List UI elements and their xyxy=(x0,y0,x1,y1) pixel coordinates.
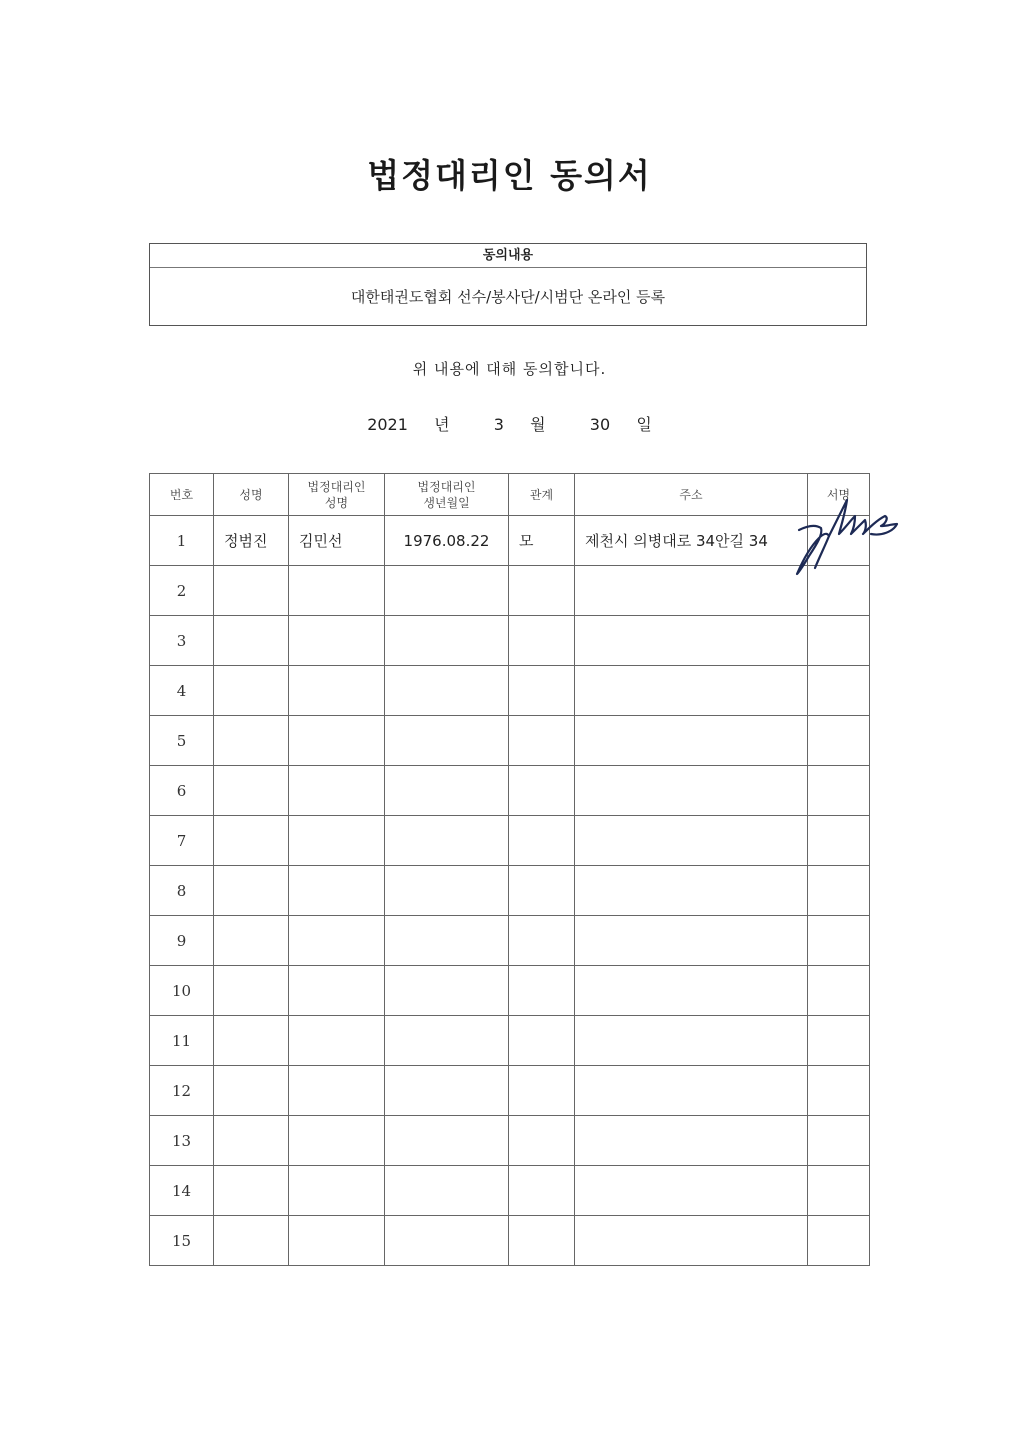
cell-no: 11 xyxy=(150,1016,214,1066)
cell-relation xyxy=(509,716,575,766)
cell-birth: 1976.08.22 xyxy=(385,516,509,566)
cell-address xyxy=(575,1166,808,1216)
table-row xyxy=(150,566,870,616)
cell-name xyxy=(214,766,289,816)
table-row xyxy=(150,666,870,716)
date-day: 30 xyxy=(589,415,611,434)
cell-relation xyxy=(509,816,575,866)
cell-name xyxy=(214,1216,289,1266)
cell-name xyxy=(214,666,289,716)
cell-signature xyxy=(808,616,870,666)
cell-address xyxy=(575,566,808,616)
header-address: 주소 xyxy=(575,474,808,516)
table-row xyxy=(150,716,870,766)
cell-signature xyxy=(808,816,870,866)
cell-no: 2 xyxy=(150,566,214,616)
cell-relation xyxy=(509,1116,575,1166)
cell-birth xyxy=(385,916,509,966)
cell-relation xyxy=(509,1016,575,1066)
table-row xyxy=(150,1066,870,1116)
cell-no: 10 xyxy=(150,966,214,1016)
cell-address xyxy=(575,1066,808,1116)
document-title: 법정대리인 동의서 xyxy=(367,156,652,195)
cell-no: 4 xyxy=(150,666,214,716)
guardian-table xyxy=(149,473,870,1266)
cell-name xyxy=(214,1016,289,1066)
cell-signature xyxy=(808,1166,870,1216)
cell-guardian xyxy=(289,1166,385,1216)
cell-birth xyxy=(385,616,509,666)
date-month-unit: 월 xyxy=(530,415,546,434)
cell-birth xyxy=(385,766,509,816)
header-guardian-name xyxy=(289,474,385,516)
header-guardian-birth-line2: 생년월일 xyxy=(423,495,470,510)
cell-birth xyxy=(385,566,509,616)
cell-guardian xyxy=(289,716,385,766)
header-relation: 관계 xyxy=(509,474,575,516)
table-row xyxy=(150,516,870,566)
cell-guardian xyxy=(289,1216,385,1266)
header-signature: 서명 xyxy=(808,474,870,516)
header-guardian-name-line1: 법정대리인 xyxy=(307,479,366,494)
table-body xyxy=(150,516,870,1266)
cell-signature xyxy=(808,766,870,816)
cell-name xyxy=(214,1116,289,1166)
cell-name xyxy=(214,1166,289,1216)
cell-guardian xyxy=(289,1016,385,1066)
cell-no: 9 xyxy=(150,916,214,966)
cell-birth xyxy=(385,866,509,916)
cell-relation xyxy=(509,566,575,616)
table-row xyxy=(150,616,870,666)
cell-guardian xyxy=(289,766,385,816)
date-year: 2021 xyxy=(367,415,408,434)
cell-address xyxy=(575,1116,808,1166)
cell-signature xyxy=(808,1016,870,1066)
cell-no: 1 xyxy=(150,516,214,566)
cell-relation xyxy=(509,1066,575,1116)
cell-guardian xyxy=(289,866,385,916)
cell-name xyxy=(214,716,289,766)
cell-relation xyxy=(509,1166,575,1216)
cell-guardian xyxy=(289,566,385,616)
cell-no: 14 xyxy=(150,1166,214,1216)
cell-address xyxy=(575,716,808,766)
cell-signature xyxy=(808,1116,870,1166)
cell-relation xyxy=(509,1216,575,1266)
cell-signature xyxy=(808,916,870,966)
table-row xyxy=(150,1116,870,1166)
agree-statement: 위 내용에 대해 동의합니다. xyxy=(412,360,607,378)
cell-no: 13 xyxy=(150,1116,214,1166)
cell-birth xyxy=(385,816,509,866)
header-guardian-birth xyxy=(385,474,509,516)
cell-no: 3 xyxy=(150,616,214,666)
table-row xyxy=(150,816,870,866)
cell-address xyxy=(575,1016,808,1066)
cell-name xyxy=(214,616,289,666)
cell-relation xyxy=(509,966,575,1016)
cell-birth xyxy=(385,1116,509,1166)
date-line xyxy=(0,412,1019,435)
date-day-unit: 일 xyxy=(636,415,652,434)
cell-guardian xyxy=(289,916,385,966)
cell-name xyxy=(214,1066,289,1116)
handwritten-signature xyxy=(793,494,903,579)
cell-address xyxy=(575,766,808,816)
table-row xyxy=(150,766,870,816)
cell-signature xyxy=(808,1216,870,1266)
date-month: 3 xyxy=(493,415,504,434)
cell-name: 정범진 xyxy=(214,516,289,566)
cell-relation xyxy=(509,666,575,716)
date-year-unit: 년 xyxy=(434,415,450,434)
cell-no: 15 xyxy=(150,1216,214,1266)
cell-birth xyxy=(385,1066,509,1116)
table-row xyxy=(150,1216,870,1266)
table-row xyxy=(150,866,870,916)
cell-birth xyxy=(385,966,509,1016)
consent-content: 대한태권도협회 선수/봉사단/시범단 온라인 등록 xyxy=(350,288,666,306)
cell-address xyxy=(575,816,808,866)
cell-birth xyxy=(385,666,509,716)
cell-guardian xyxy=(289,1066,385,1116)
header-guardian-name-line2: 성명 xyxy=(324,495,349,510)
cell-guardian xyxy=(289,616,385,666)
cell-relation xyxy=(509,866,575,916)
cell-address: 제천시 의병대로 34안길 34 xyxy=(575,516,808,566)
cell-guardian xyxy=(289,1116,385,1166)
cell-address xyxy=(575,666,808,716)
cell-relation xyxy=(509,616,575,666)
cell-signature xyxy=(808,1066,870,1116)
cell-birth xyxy=(385,1016,509,1066)
cell-signature xyxy=(808,666,870,716)
consent-box xyxy=(149,243,867,326)
header-no: 번호 xyxy=(150,474,214,516)
cell-guardian xyxy=(289,966,385,1016)
cell-signature xyxy=(808,866,870,916)
cell-address xyxy=(575,916,808,966)
table-header-row xyxy=(150,474,870,516)
cell-address xyxy=(575,616,808,666)
cell-guardian xyxy=(289,666,385,716)
table-row xyxy=(150,966,870,1016)
cell-name xyxy=(214,866,289,916)
consent-header: 동의내용 xyxy=(150,244,866,268)
cell-name xyxy=(214,566,289,616)
cell-relation xyxy=(509,766,575,816)
cell-relation: 모 xyxy=(509,516,575,566)
cell-name xyxy=(214,916,289,966)
cell-signature xyxy=(808,716,870,766)
cell-birth xyxy=(385,1166,509,1216)
cell-address xyxy=(575,1216,808,1266)
header-name: 성명 xyxy=(214,474,289,516)
cell-address xyxy=(575,866,808,916)
cell-name xyxy=(214,966,289,1016)
cell-guardian xyxy=(289,816,385,866)
cell-relation xyxy=(509,916,575,966)
cell-birth xyxy=(385,1216,509,1266)
cell-no: 8 xyxy=(150,866,214,916)
header-guardian-birth-line1: 법정대리인 xyxy=(417,479,476,494)
table-row xyxy=(150,1166,870,1216)
cell-birth xyxy=(385,716,509,766)
cell-no: 5 xyxy=(150,716,214,766)
table-row xyxy=(150,916,870,966)
cell-guardian: 김민선 xyxy=(289,516,385,566)
cell-no: 12 xyxy=(150,1066,214,1116)
table-row xyxy=(150,1016,870,1066)
cell-no: 6 xyxy=(150,766,214,816)
cell-no: 7 xyxy=(150,816,214,866)
cell-address xyxy=(575,966,808,1016)
cell-signature xyxy=(808,966,870,1016)
cell-name xyxy=(214,816,289,866)
